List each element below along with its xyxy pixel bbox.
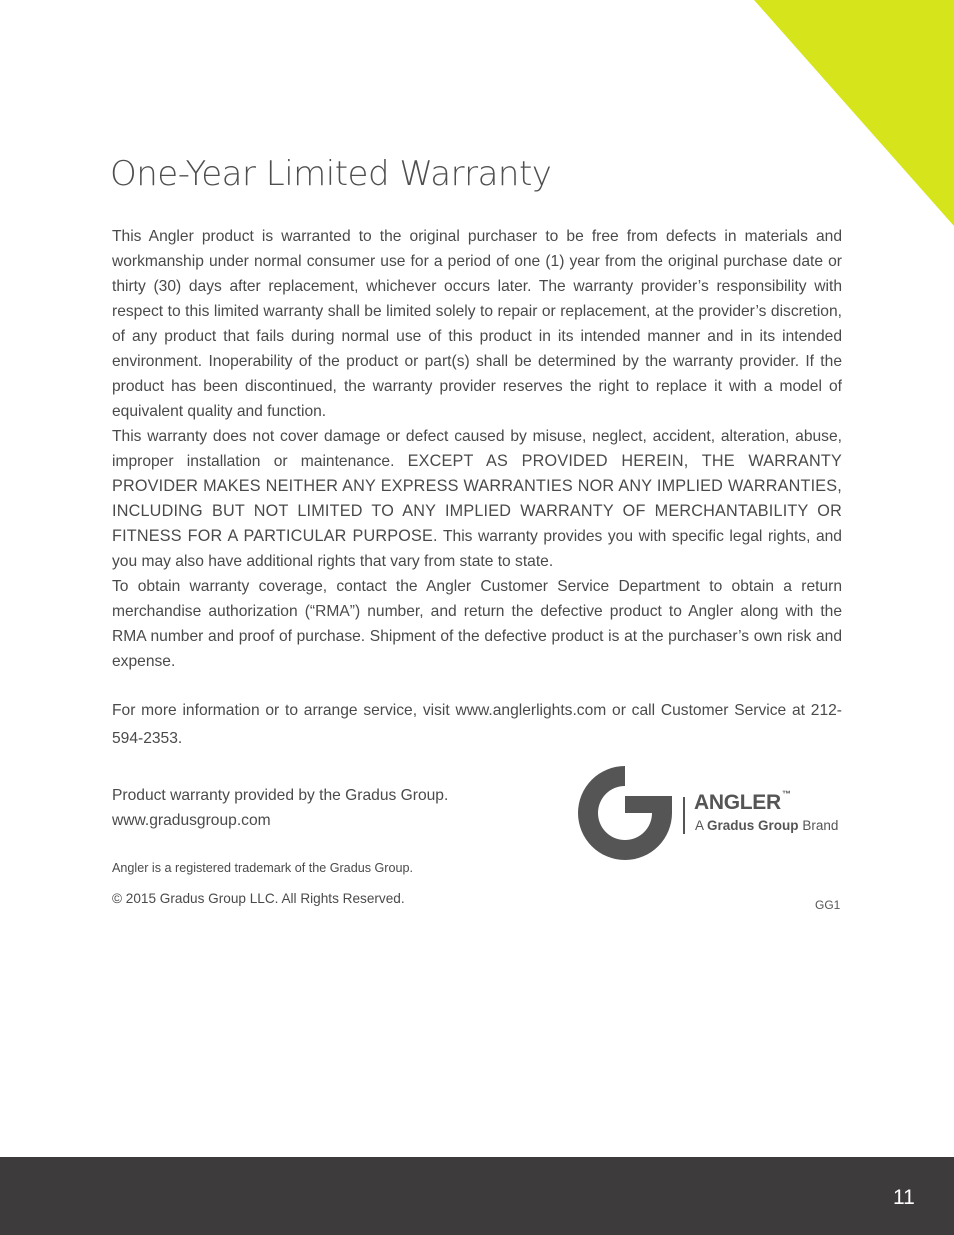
legal-rights-text: This warranty provides you with specific legal rights, and you may also have additional rights that vary from state to state. [112,528,842,570]
logo-divider [683,797,685,834]
tagline-brand: Gradus Group [707,818,799,833]
provider-statement: Product warranty provided by the Gradus Group. [112,787,449,804]
tagline-suffix: Brand [802,818,839,833]
warranty-paragraph-coverage: This Angler product is warranted to the original purchaser to be free from defects in materials and workmanship under normal consumer use for a period of one (1) year from the original purchase date or thirty (30) days after replacement, whichever occurs later. The warranty provider’s responsibility with respect to this limited warranty shall be limited solely to repair or replacement, at the provider’s discretion, of any product that fails during normal use of this product in its intended manner and in its intended environment. Inoperability of the product or part(s) shall be determined by the warranty provider. If the product has been discontinued, the warranty provider reserves the right to replace it with a model of equivalent quality and function. [112,228,842,420]
page-number: 11 [893,1186,915,1209]
warranty-body [112,224,842,674]
provider-website: www.gradusgroup.com [112,812,271,829]
page-title: One-Year Limited Warranty [110,154,552,194]
brand-name: ANGLER [694,791,781,814]
exclusions-intro: This warranty does not cover damage or defect caused by misuse, neglect, accident, alteration, abuse, improper installation or maintenance. [112,428,842,470]
gradus-g-logo-icon [578,766,672,860]
corner-accent-triangle [754,0,954,226]
trademark-symbol: ™ [782,789,791,799]
footer-bar [0,1157,954,1235]
document-code: GG1 [815,898,841,912]
warranty-paragraph-exclusions [112,424,842,574]
trademark-notice: Angler is a registered trademark of the Gradus Group. [112,861,413,875]
brand-tagline [695,818,838,833]
warranty-provider [112,783,448,833]
copyright-notice: © 2015 Gradus Group LLC. All Rights Reserved. [112,891,405,906]
tagline-prefix: A [695,818,704,833]
warranty-paragraph-rma: To obtain warranty coverage, contact the Angler Customer Service Department to obtain a return merchandise authorization (“RMA”) number, and return the defective product to Angler along with the RMA number and proof of purchase. Shipment of the defective product is at the purchaser’s own risk and expense. [112,578,842,670]
service-contact-text: For more information or to arrange service, visit www.anglerlights.com or call Customer Service at 212-594-2353. [112,702,842,747]
disclaimer-caps: EXCEPT AS PROVIDED HEREIN, THE WARRANTY PROVIDER MAKES NEITHER ANY EXPRESS WARRANTIES NOR ANY IMPLIED WARRANTIES, INCLUDING BUT NOT LIMITED TO ANY IMPLIED WARRANTY OF MERCHANTABILITY OR FITNESS FOR A PARTICULAR PURPOSE. [112,452,842,545]
